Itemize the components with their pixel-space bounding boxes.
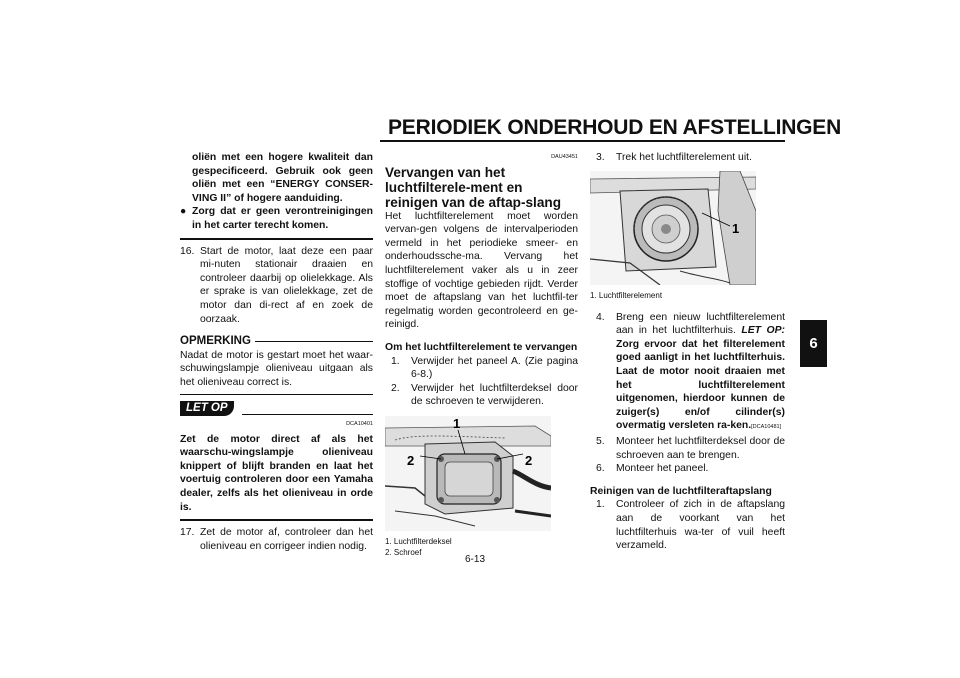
- air-filter-cover-illustration: [385, 416, 551, 531]
- air-filter-element-figure: [590, 171, 756, 285]
- figure-caption-1: 1. Luchtfilterdeksel: [385, 536, 452, 546]
- step-4-text: Breng een nieuw luchtfilterelement aan in het luchtfilterhuis.: [616, 311, 785, 337]
- column-3: [590, 151, 785, 553]
- figure-caption: 1. Luchtfilterelement: [590, 290, 663, 300]
- caution-rule: [242, 414, 373, 415]
- caution-code: DCA10401: [346, 421, 373, 428]
- step-number: 6.: [596, 463, 605, 475]
- step-2: [385, 382, 578, 409]
- warning-bullet: [180, 205, 373, 232]
- step-number: 16.: [180, 245, 195, 257]
- step-text: Verwijder het luchtfilterdeksel door de schroeven te verwijderen.: [411, 382, 578, 408]
- chapter-tab: 6: [800, 320, 827, 367]
- step-text: Monteer het paneel.: [616, 463, 709, 475]
- step-4-caution-code: [DCA10481]: [751, 424, 782, 431]
- warning-end-rule: [180, 238, 373, 240]
- caution-end-rule: [180, 519, 373, 521]
- step-number: 5.: [596, 435, 605, 447]
- air-filter-element-illustration: [590, 171, 756, 285]
- column-2: [385, 151, 578, 558]
- caution-text: Zet de motor direct af als het waarschu-wingslampje olieniveau knippert of blijft branden en laat het voertuig controleren door een Yamaha dealer, zelfs als het olieniveau in orde is.: [180, 433, 373, 513]
- subheading-clean: Reinigen van de luchtfilteraftapslang: [590, 485, 772, 497]
- air-filter-cover-figure: [385, 416, 551, 531]
- bullet-icon: ●: [180, 206, 187, 218]
- figure-caption-2: 2. Schroef: [385, 547, 422, 557]
- step-text: [616, 311, 785, 435]
- step-16: [180, 245, 373, 327]
- step-number: 17.: [180, 527, 195, 539]
- bullet-text: Zorg dat er geen verontreinigingen in het carter terecht komen.: [192, 206, 373, 231]
- step-text: Trek het luchtfilterelement uit.: [616, 152, 752, 163]
- callout-1: 1: [453, 415, 461, 431]
- note-rule: [255, 341, 373, 342]
- page-header-title: PERIODIEK ONDERHOUD EN AFSTELLINGEN: [388, 116, 842, 139]
- step-text: Start de motor, laat deze een paar mi-nuten stationair draaien en controleer daarbij op olielekkage. Als er sprake is van olielekkage, zet de motor dan di-rect af en zoek de oorzaak.: [200, 245, 373, 325]
- step-text: Monteer het luchtfilterdeksel door de schroeven aan te brengen.: [616, 435, 785, 461]
- step-4-caution-text: Zorg ervoor dat het filterelement goed aanligt in het luchtfilterhuis. Laat de motor nooit draaien met het luchtfilterelement uitgenomen, hierdoor kunnen de zuiger(s) en/of cilinder(s) overmatig versleten ra-ken.: [616, 338, 785, 432]
- step-text: Controleer of zich in de aftapslang aan de voorkant van het luchtfilterhuis wa-ter of vuil heeft verzameld.: [616, 499, 785, 552]
- step-text: Zet de motor af, controleer dan het olieniveau en corrigeer indien nodig.: [200, 527, 373, 552]
- step-number: 3.: [596, 152, 605, 163]
- note-text: Nadat de motor is gestart moet het waar-schuwingslampje olieniveau uitgaan als het olieniveau correct is.: [180, 349, 373, 388]
- note-label: OPMERKING: [180, 335, 251, 348]
- caution-heading: [180, 401, 373, 417]
- step-4: [590, 311, 785, 435]
- step-3: [590, 151, 785, 165]
- step-6: [590, 462, 785, 476]
- step-5: [590, 435, 785, 462]
- note-heading: [180, 335, 373, 349]
- caution-badge: LET OP: [180, 401, 234, 417]
- step-text: Verwijder het paneel A. (Zie pagina 6-8.): [411, 355, 578, 381]
- note-end-rule: [180, 394, 373, 395]
- step-4-caution-label: LET OP:: [741, 325, 786, 337]
- callout-2-right: 2: [525, 452, 533, 468]
- callout-2-left: 2: [407, 452, 415, 468]
- step-number: 4.: [596, 311, 605, 323]
- section-code: DAU43451: [551, 154, 578, 160]
- step-number: 2.: [391, 382, 400, 394]
- section-title: Vervangen van het luchtfilterele-ment en reinigen van de aftap-slang: [385, 164, 562, 210]
- step-clean-1: [590, 498, 785, 552]
- subheading-replace: Om het luchtfilterelement te vervangen: [385, 341, 578, 353]
- callout-1: 1: [732, 220, 740, 236]
- section-intro: Het luchtfilterelement moet worden vervan-gen volgens de intervalperioden vermeld in het periodieke smeer- en onderhoudssche-ma. Vervang het luchtfilterelement vaker als u in zeer stoffige of vochtige gebieden rijdt. Verder moet de aftapslang van het luchtfil-ter regelmatig worden gecontroleerd en ge-reinigd.: [385, 210, 578, 331]
- column-1: [180, 151, 373, 553]
- header-rule: [380, 140, 785, 142]
- page-number: 6-13: [465, 554, 486, 565]
- warning-continuation: oliën met een hogere kwaliteit dan gespecificeerd. Gebruik ook geen oliën met een “ENERGY CONSER-VING II” of hogere aanduiding.: [192, 152, 373, 204]
- step-number: 1.: [391, 355, 400, 367]
- step-1: [385, 355, 578, 382]
- step-number: 1.: [596, 499, 605, 511]
- step-17: [180, 526, 373, 553]
